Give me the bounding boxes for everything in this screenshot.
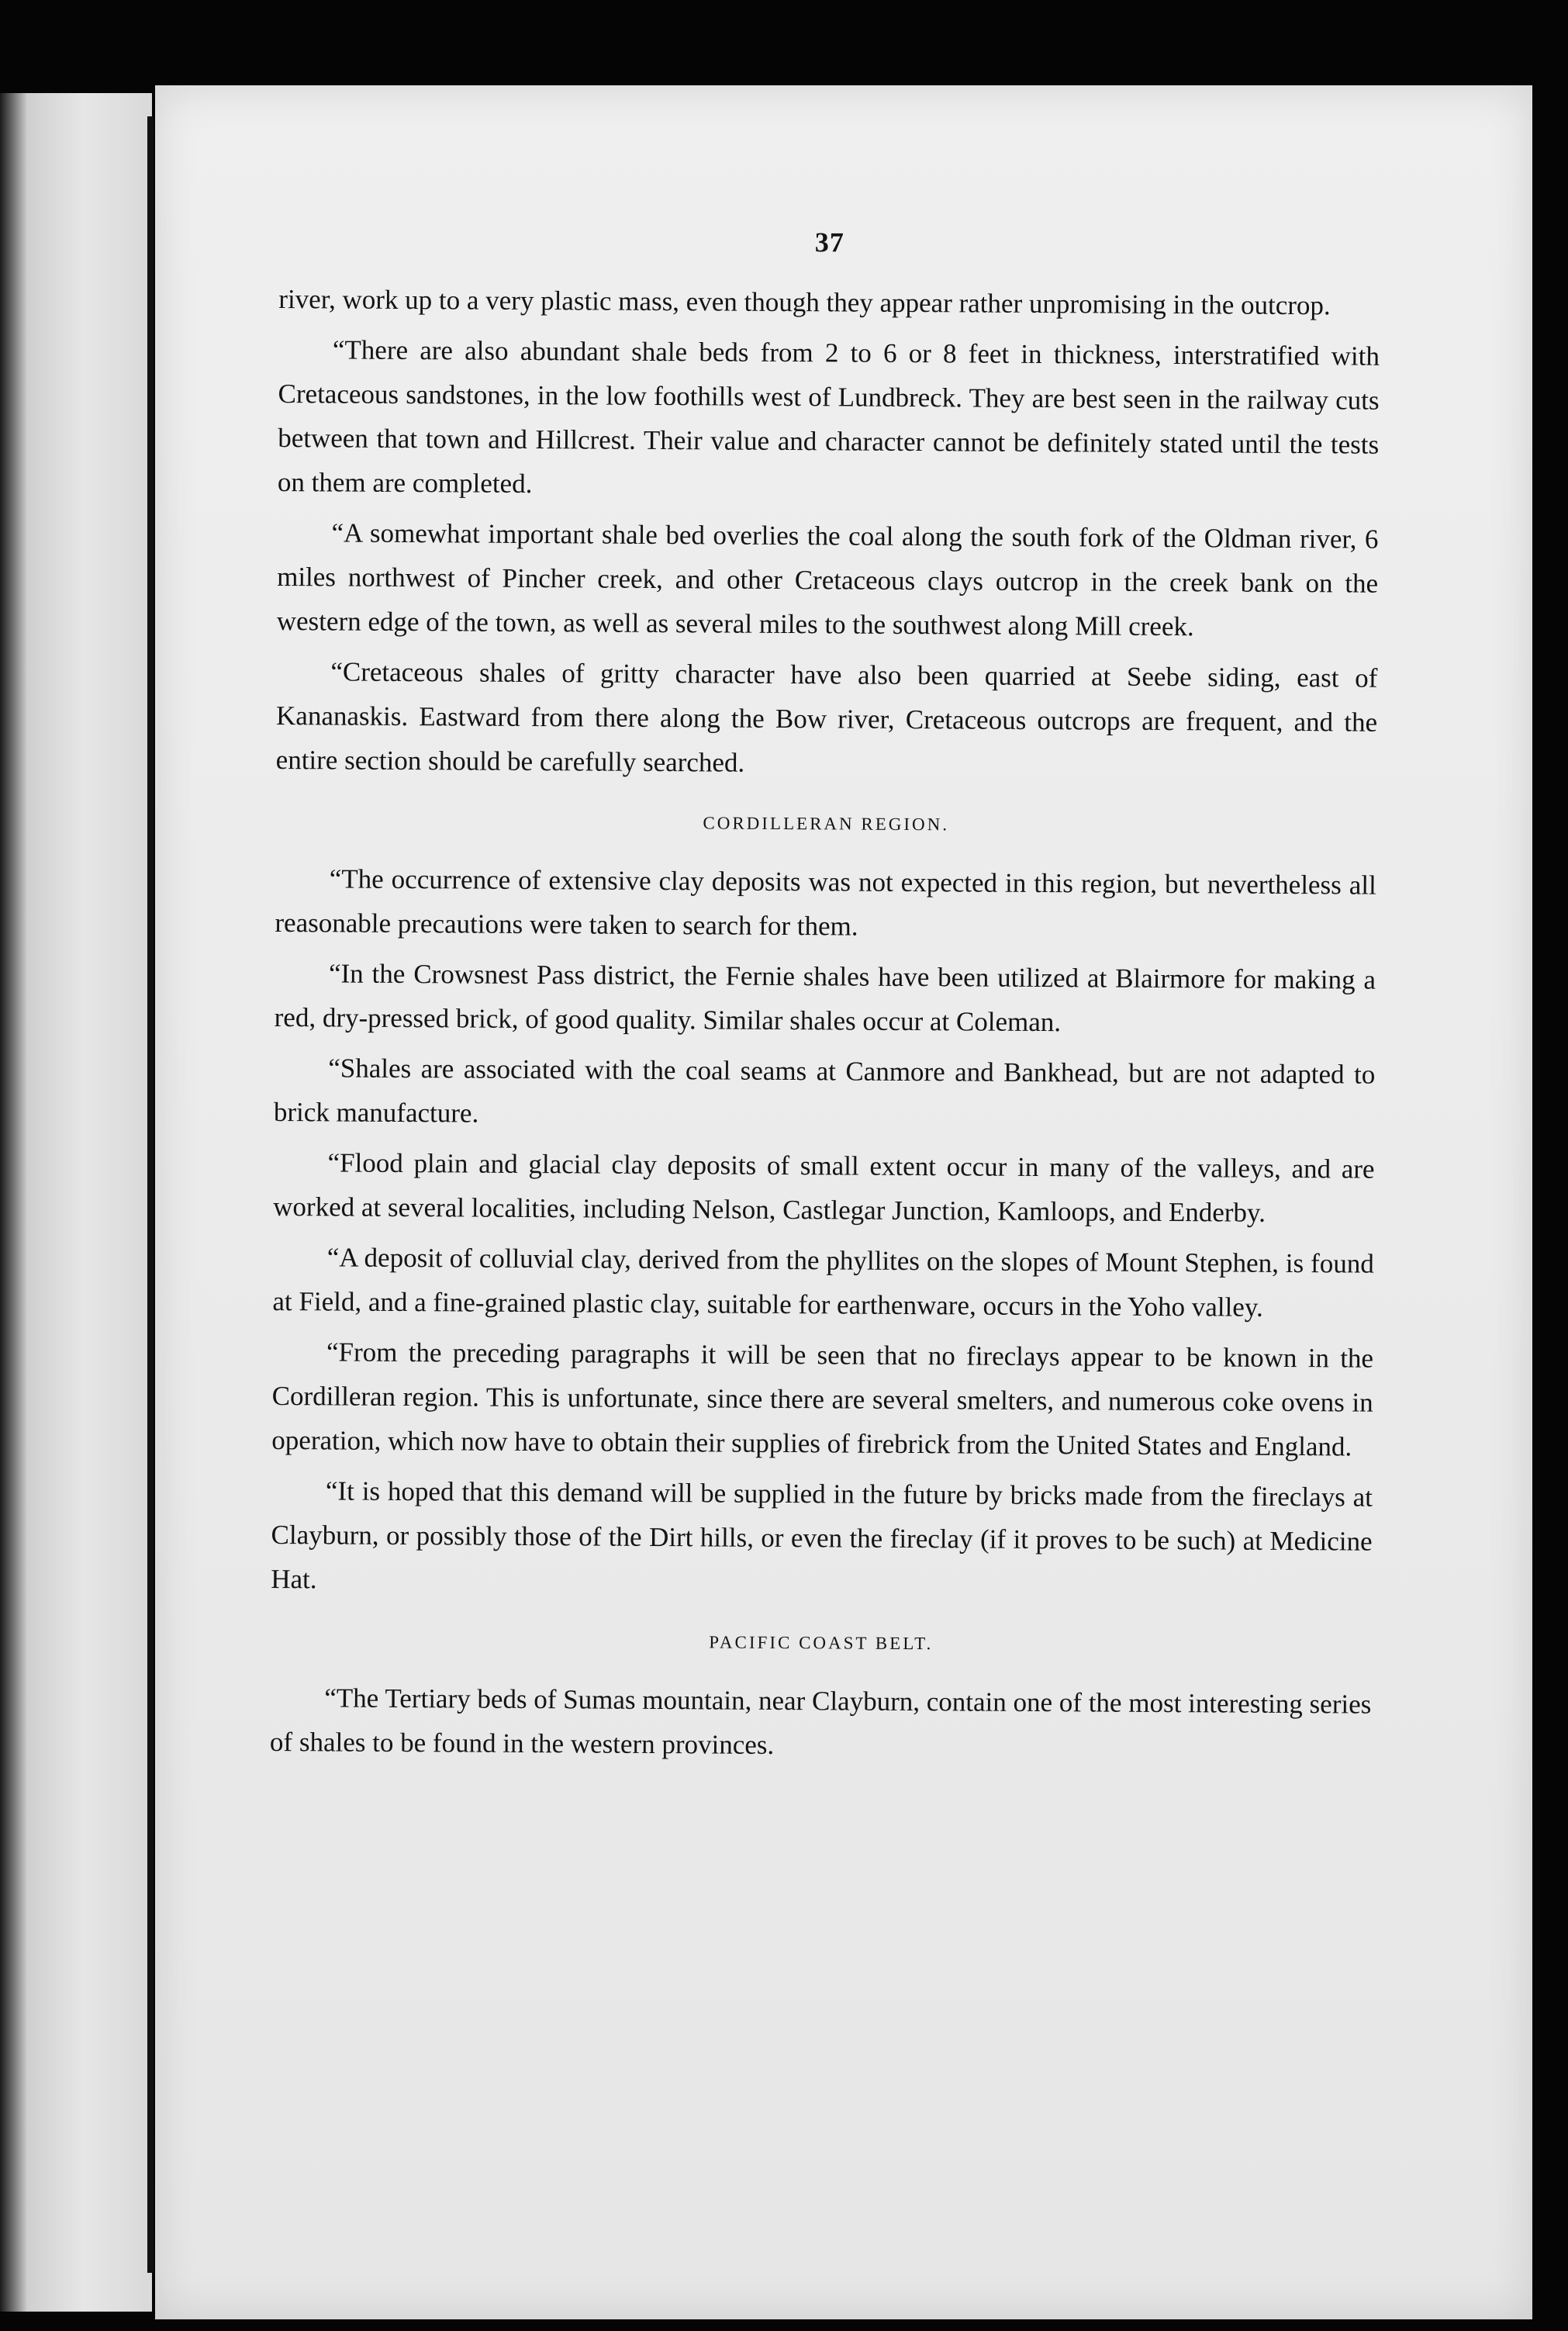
page-text <box>270 217 1380 1777</box>
paragraph: “In the Crowsnest Pass district, the Fernie shales have been utilized at Blairmore for making a red, dry-pressed brick, of good quality. Similar shales occur at Coleman. <box>274 958 1376 1038</box>
paragraph: “Cretaceous shales of gritty character have also been quarried at Seebe siding, east of Kananaskis. Eastward from there along the Bow river, Cretaceous outcrops are frequent, and the entire section should be carefully searched. <box>275 656 1378 778</box>
paragraph: “A somewhat important shale bed overlies the coal along the south fork of the Oldman river, 6 miles northwest of Pincher creek, and other Cretaceous clays outcrop in the creek bank on the western edge of the town, as well as several miles to the southwest along Mill creek. <box>276 517 1379 642</box>
paragraph: “The occurrence of extensive clay deposits was not expected in this region, but nevertheless all reasonable precautions were taken to search for them. <box>275 863 1376 942</box>
section-heading-cordilleran: CORDILLERAN REGION. <box>703 813 950 835</box>
paragraph: “From the preceding paragraphs it will be seen that no fireclays appear to be known in the Cordilleran region. This is unfortunate, since there are several smelters, and numerous coke ovens in operation, which now have to obtain their supplies of firebrick from the United States and England. <box>271 1337 1374 1462</box>
paragraph: “The Tertiary beds of Sumas mountain, near Clayburn, contain one of the most interesting series of shales to be found in the western provinces. <box>269 1683 1372 1760</box>
paragraph: “Flood plain and glacial clay deposits of small extent occur in many of the valleys, and are worked at several localities, including Nelson, Castlegar Junction, Kamloops, and Enderby. <box>273 1147 1375 1228</box>
previous-page-edge <box>0 93 152 2312</box>
paragraph: “Shales are associated with the coal seams at Canmore and Bankhead, but are not adapted to brick manufacture. <box>273 1053 1376 1129</box>
page-number: 37 <box>814 227 844 258</box>
document-page <box>155 85 1532 2319</box>
paragraph: river, work up to a very plastic mass, even though they appear rather unpromising in the outcrop. <box>278 283 1331 321</box>
section-heading-pacific: PACIFIC COAST BELT. <box>709 1632 934 1654</box>
paragraph: “It is hoped that this demand will be supplied in the future by bricks made from the fireclays at Clayburn, or possibly those of the Dirt hills, or even the fireclay (if it proves to be such) at Medicine Hat. <box>271 1475 1373 1595</box>
binding-shadow <box>147 116 154 2273</box>
paragraph: “There are also abundant shale beds from 2 to 6 or 8 feet in thickness, interstratified with Cretaceous sandstones, in the low foothills west of Lundbreck. They are best seen in the railway cuts between that town and Hillcrest. Their value and character cannot be definitely stated until the tests on them are completed. <box>277 334 1380 499</box>
paragraph: “A deposit of colluvial clay, derived from the phyllites on the slopes of Mount Stephen, is found at Field, and a fine-grained plastic clay, suitable for earthenware, occurs in the Yoho valley. <box>272 1242 1374 1323</box>
